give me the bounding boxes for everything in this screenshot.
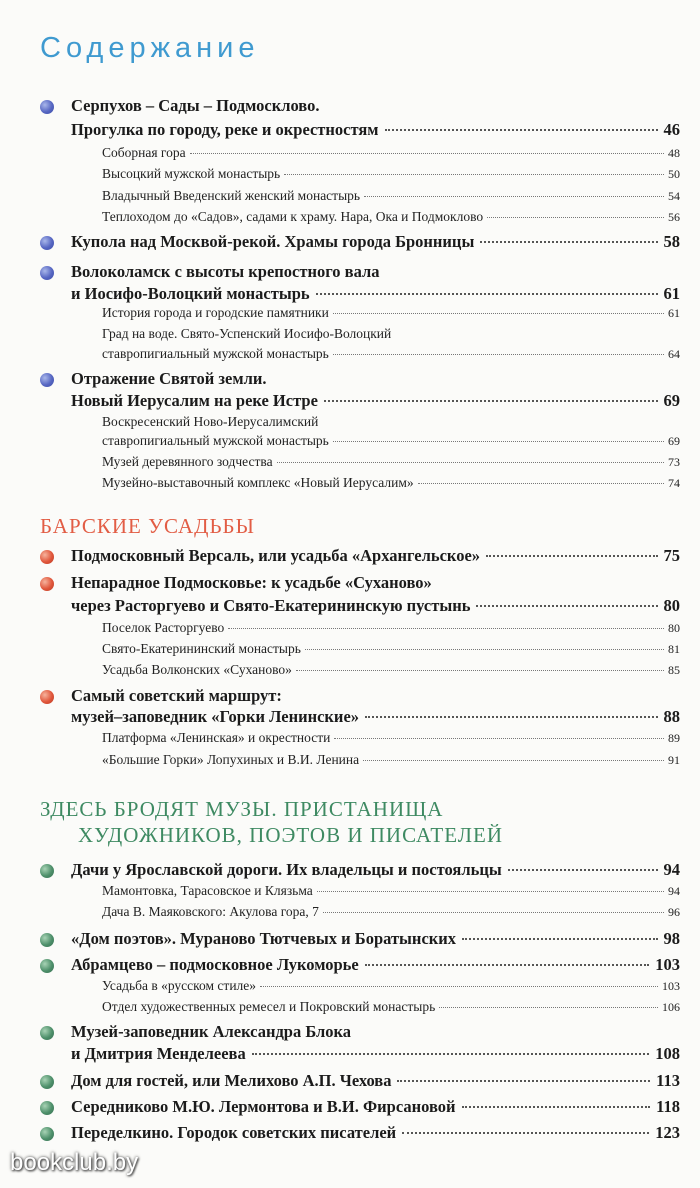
page-number: 64	[668, 347, 680, 361]
page-number: 85	[668, 663, 680, 677]
entry-line	[71, 391, 680, 411]
sub-entry-title: Поселок Расторгуево	[102, 620, 225, 635]
entry-line	[71, 955, 680, 975]
bullet-icon	[40, 550, 54, 564]
sub-entry[interactable]	[102, 145, 680, 161]
sub-entry-title-cont: ставропигиальный мужской монастырь	[102, 433, 329, 448]
bullet-icon	[40, 1127, 54, 1141]
page-number: 48	[668, 146, 680, 160]
sub-entry[interactable]	[102, 662, 680, 678]
entry-line	[71, 1044, 680, 1064]
entry-title: Серпухов – Сады – Подмосклово.	[71, 96, 320, 115]
sub-entry-title: Музейно-выставочный комплекс «Новый Иерусалим»	[102, 475, 414, 490]
dot-leader	[365, 716, 657, 718]
page-number: 98	[663, 929, 680, 948]
entry-line	[71, 120, 680, 140]
entry-title: Дачи у Ярославской дороги. Их владельцы и постояльцы	[71, 860, 502, 879]
sub-entry-title: Теплоходом до «Садов», садами к храму. Нара, Ока и Подмоклово	[102, 209, 484, 224]
sub-entry[interactable]	[102, 188, 680, 204]
dot-leader	[365, 964, 650, 966]
entry-title: «Дом поэтов». Мураново Тютчевых и Боратынских	[71, 929, 457, 948]
sub-entry-title: Усадьба Волконских «Суханово»	[102, 662, 292, 677]
dot-leader	[334, 738, 664, 739]
dot-leader	[333, 354, 664, 355]
dot-leader	[296, 670, 664, 671]
page-number: 91	[668, 753, 680, 767]
dot-leader	[462, 1106, 651, 1108]
dot-leader	[333, 313, 664, 314]
page-number: 80	[663, 596, 680, 615]
dot-leader	[323, 912, 664, 913]
sub-entry-title: Высоцкий мужской монастырь	[102, 166, 281, 181]
bullet-icon	[40, 933, 54, 947]
sub-entry[interactable]	[102, 454, 680, 470]
entry-title: Непарадное Подмосковье: к усадьбе «Суханово»	[71, 573, 432, 592]
page-number: 74	[668, 476, 680, 490]
bullet-icon	[40, 100, 54, 114]
dot-leader	[487, 217, 664, 218]
sub-entry-title: Владычный Введенский женский монастырь	[102, 188, 361, 203]
bullet-icon	[40, 959, 54, 973]
bullet-icon	[40, 577, 54, 591]
sub-entry[interactable]	[102, 166, 680, 182]
entry-title-cont: и Дмитрия Менделеева	[71, 1044, 246, 1063]
dot-leader	[317, 891, 664, 892]
page-number: 54	[668, 189, 680, 203]
sub-entry[interactable]	[102, 730, 680, 746]
dot-leader	[364, 196, 664, 197]
dot-leader	[486, 555, 657, 557]
page-number: 61	[663, 284, 680, 303]
sub-entry[interactable]	[102, 978, 680, 994]
page-number: 123	[655, 1123, 680, 1142]
section-heading-line2: ХУДОЖНИКОВ, ПОЭТОВ И ПИСАТЕЛЕЙ	[78, 823, 503, 847]
page-number: 106	[662, 1000, 680, 1014]
entry-line	[71, 1071, 680, 1091]
sub-entry-title: Музей деревянного зодчества	[102, 454, 273, 469]
entry-title-cont: через Расторгуево и Свято-Екатерининскую пустынь	[71, 596, 471, 615]
bullet-icon	[40, 690, 54, 704]
page-number: 108	[655, 1044, 680, 1063]
dot-leader	[228, 628, 664, 629]
dot-leader	[333, 441, 664, 442]
page-number: 103	[655, 955, 680, 974]
sub-entry-title: Платформа «Ленинская» и окрестности	[102, 730, 331, 745]
page-number: 56	[668, 210, 680, 224]
watermark: bookclub.by	[10, 1149, 139, 1176]
dot-leader	[476, 605, 657, 607]
page-number: 69	[668, 434, 680, 448]
sub-entry-title: «Большие Горки» Лопухиных и В.И. Ленина	[102, 752, 360, 767]
sub-entry-title: Воскресенский Ново-Иерусалимский	[102, 414, 319, 429]
bullet-icon	[40, 236, 54, 250]
entry-line	[71, 929, 680, 949]
sub-entry-title: Отдел художественных ремесел и Покровский монастырь	[102, 999, 436, 1014]
dot-leader	[316, 293, 658, 295]
entry-line	[71, 596, 680, 616]
entry-title: Подмосковный Версаль, или усадьба «Архангельское»	[71, 546, 481, 565]
entry-line	[71, 1097, 680, 1117]
entry-title-cont: Новый Иерусалим на реке Истре	[71, 391, 318, 410]
entry-title: Музей-заповедник Александра Блока	[71, 1022, 352, 1041]
dot-leader	[439, 1007, 658, 1008]
page-number: 94	[668, 884, 680, 898]
sub-entry-title: История города и городские памятники	[102, 305, 329, 320]
dot-leader	[508, 869, 658, 871]
bullet-icon	[40, 864, 54, 878]
sub-entry-title: Соборная гора	[102, 145, 186, 160]
entry-line	[71, 284, 680, 304]
page-number: 46	[663, 120, 680, 139]
entry-title-cont: Прогулка по городу, реке и окрестностям	[71, 120, 379, 139]
entry-title: Отражение Святой земли.	[71, 369, 267, 388]
page-number: 61	[668, 306, 680, 320]
sub-entry[interactable]	[102, 641, 680, 657]
sub-entry[interactable]	[102, 883, 680, 899]
section-heading-line1: ЗДЕСЬ БРОДЯТ МУЗЫ. ПРИСТАНИЩА	[40, 797, 444, 821]
page-number: 73	[668, 455, 680, 469]
page-number: 96	[668, 905, 680, 919]
entry-line	[71, 707, 680, 727]
page-number: 58	[663, 232, 680, 251]
sub-entry[interactable]	[102, 904, 680, 920]
sub-entry[interactable]	[102, 620, 680, 636]
sub-entry[interactable]	[102, 433, 680, 449]
bullet-icon	[40, 1075, 54, 1089]
dot-leader	[402, 1132, 649, 1134]
dot-leader	[480, 241, 657, 243]
sub-entry[interactable]	[102, 752, 680, 768]
page-number: 80	[668, 621, 680, 635]
page-title: Содержание	[40, 32, 260, 64]
page-number: 81	[668, 642, 680, 656]
bullet-icon	[40, 266, 54, 280]
page-number: 75	[663, 546, 680, 565]
dot-leader	[284, 174, 664, 175]
sub-entry-title: Град на воде. Свято-Успенский Иосифо-Волоцкий	[102, 326, 392, 341]
sub-entry-title-cont: ставропигиальный мужской монастырь	[102, 346, 329, 361]
sub-entry[interactable]	[102, 346, 680, 362]
sub-entry-title: Свято-Екатерининский монастырь	[102, 641, 301, 656]
sub-entry-title: Дача В. Маяковского: Акулова гора, 7	[102, 904, 319, 919]
entry-title: Купола над Москвой-рекой. Храмы города Бронницы	[71, 232, 475, 251]
page-number: 118	[656, 1097, 680, 1116]
bullet-icon	[40, 1101, 54, 1115]
dot-leader	[277, 462, 664, 463]
dot-leader	[418, 483, 664, 484]
sub-entry[interactable]	[102, 209, 680, 225]
entry-title: Абрамцево – подмосковное Лукоморье	[71, 955, 359, 974]
dot-leader	[190, 153, 664, 154]
entry-title-cont: музей–заповедник «Горки Ленинские»	[71, 707, 360, 726]
page-number: 50	[668, 167, 680, 181]
entry-line	[71, 1123, 680, 1143]
sub-entry[interactable]	[102, 475, 680, 491]
sub-entry-title: Усадьба в «русском стиле»	[102, 978, 257, 993]
dot-leader	[260, 986, 658, 987]
dot-leader	[305, 649, 664, 650]
entry-title: Переделкино. Городок советских писателей	[71, 1123, 397, 1142]
sub-entry[interactable]	[102, 999, 680, 1015]
page-number: 113	[656, 1071, 680, 1090]
sub-entry-title: Мамонтовка, Тарасовское и Клязьма	[102, 883, 313, 898]
entry-title: Волоколамск с высоты крепостного вала	[71, 262, 380, 281]
bullet-icon	[40, 1026, 54, 1040]
entry-line	[71, 232, 680, 252]
entry-title: Середниково М.Ю. Лермонтова и В.И. Фирсановой	[71, 1097, 456, 1116]
dot-leader	[363, 760, 664, 761]
section-heading	[40, 796, 503, 848]
entry-title: Самый советский маршрут:	[71, 686, 282, 705]
entry-title: Дом для гостей, или Мелихово А.П. Чехова	[71, 1071, 392, 1090]
entry-title-cont: и Иосифо-Волоцкий монастырь	[71, 284, 310, 303]
page-number: 94	[663, 860, 680, 879]
page-number: 69	[663, 391, 680, 410]
dot-leader	[462, 938, 657, 940]
bullet-icon	[40, 373, 54, 387]
entry-line	[71, 546, 680, 566]
dot-leader	[324, 400, 658, 402]
dot-leader	[252, 1053, 650, 1055]
page-number: 89	[668, 731, 680, 745]
entry-line	[71, 860, 680, 880]
page-number: 103	[662, 979, 680, 993]
dot-leader	[397, 1080, 650, 1082]
section-heading: БАРСКИЕ УСАДЬБЫ	[40, 514, 255, 538]
dot-leader	[385, 129, 658, 131]
sub-entry[interactable]	[102, 305, 680, 321]
page-number: 88	[663, 707, 680, 726]
